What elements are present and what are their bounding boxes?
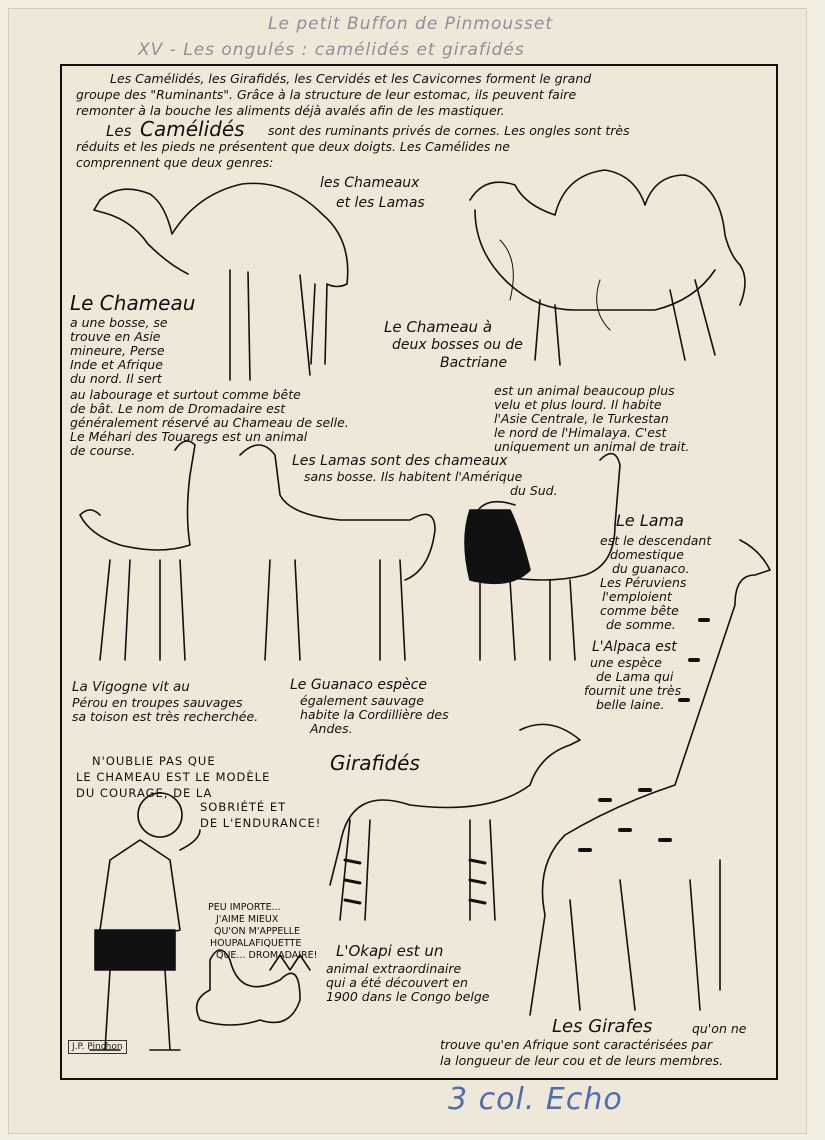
lamas-line-2: sans bosse. Ils habitent l'Amérique xyxy=(304,469,523,484)
pencil-header-line2: XV - Les ongulés : camélidés et girafidés xyxy=(138,40,525,60)
lama-line-4: Les Péruviens xyxy=(600,575,687,590)
girafes-line-1: qu'on ne xyxy=(692,1021,747,1036)
chameau-tail-2: de bât. Le nom de Dromadaire est xyxy=(70,401,286,416)
chameau-line-2: trouve en Asie xyxy=(70,329,161,344)
bactriane-tail-1: est un animal beaucoup plus xyxy=(494,383,675,398)
bubble-line-1: PEU IMPORTE... xyxy=(208,902,281,913)
chameau-tail-5: de course. xyxy=(70,443,136,458)
lama-line-5: l'emploient xyxy=(602,589,672,604)
chameau-line-5: du nord. Il sert xyxy=(70,371,162,386)
guanaco-line-4: Andes. xyxy=(310,721,353,736)
intro-line-3: remonter à la bouche les aliments déjà avalés afin de les mastiquer. xyxy=(76,103,505,118)
chameau-heading: Le Chameau xyxy=(70,291,196,315)
okapi-line-4: 1900 dans le Congo belge xyxy=(326,989,490,1004)
chameau-tail-4: Le Méhari des Touaregs est un animal xyxy=(70,429,308,444)
girafes-line-3: la longueur de leur cou et de leurs membres. xyxy=(440,1053,724,1068)
lama-line-1: est le descendant xyxy=(600,533,712,548)
genres-line-2: et les Lamas xyxy=(336,195,425,211)
chameau-tail-3: généralement réservé au Chameau de selle. xyxy=(70,415,349,430)
bactriane-tail-4: le nord de l'Himalaya. C'est xyxy=(494,425,667,440)
bubble-line-4: HOUPALAFIQUETTE xyxy=(210,938,302,949)
camelides-line-2: réduits et les pieds ne présentent que deux doigts. Les Camélides ne xyxy=(76,139,510,154)
camelides-line-3: comprennent que deux genres: xyxy=(76,155,274,170)
camelides-lead: Les xyxy=(106,122,132,140)
intro-line-1: Les Camélidés, les Girafidés, les Cervidés et les Cavicornes forment le grand xyxy=(110,71,592,86)
okapi-line-3: qui a été découvert en xyxy=(326,975,468,990)
genres-line-1: les Chameaux xyxy=(320,175,420,191)
blue-annotation: 3 col. Echo xyxy=(448,1082,623,1117)
intro-line-2: groupe des "Ruminants". Grâce à la structure de leur estomac, ils peuvent faire xyxy=(76,87,577,102)
boy-drawing xyxy=(90,793,200,1050)
bactriane-heading: Le Chameau à xyxy=(384,318,493,336)
okapi-line-2: animal extraordinaire xyxy=(326,961,462,976)
alpaca-line-1: L'Alpaca est xyxy=(592,639,677,655)
cat-drawing xyxy=(197,950,310,1025)
moral-line-5: DE L'ENDURANCE! xyxy=(200,816,322,830)
vicuna-drawing xyxy=(80,441,195,660)
vigogne-line-3: sa toison est très recherchée. xyxy=(72,709,259,724)
alpaca-line-3: de Lama qui xyxy=(596,669,674,684)
chameau-line-1: a une bosse, se xyxy=(70,315,168,330)
vigogne-line-1: La Vigogne vit au xyxy=(72,679,190,695)
bactriane-tail-2: velu et plus lourd. Il habite xyxy=(494,397,662,412)
guanaco-line-2: également sauvage xyxy=(300,693,424,708)
bactrian-camel-drawing xyxy=(470,170,745,365)
guanaco-line-3: habite la Cordillière des xyxy=(300,707,449,722)
alpaca-line-2: une espèce xyxy=(590,655,662,670)
moral-line-3: DU COURAGE, DE LA xyxy=(76,786,213,800)
moral-line-2: LE CHAMEAU EST LE MODÈLE xyxy=(76,770,271,784)
bubble-line-3: QU'ON M'APPELLE xyxy=(214,926,301,937)
chameau-line-3: mineure, Perse xyxy=(70,343,165,358)
lamas-line-3: du Sud. xyxy=(510,483,558,498)
bactriane-line-3: Bactriane xyxy=(440,355,508,371)
bubble-line-2: J'AIME MIEUX xyxy=(216,914,279,925)
lama-line-3: du guanaco. xyxy=(612,561,690,576)
camelides-heading: Camélidés xyxy=(140,117,245,141)
moral-line-4: SOBRIÉTÉ ET xyxy=(200,800,287,814)
lamas-line-1: Les Lamas sont des chameaux xyxy=(292,453,508,469)
pencil-header-line1: Le petit Buffon de Pinmousset xyxy=(268,14,554,34)
artist-signature: J.P. Pinchon xyxy=(68,1040,127,1054)
bactriane-line-2: deux bosses ou de xyxy=(392,337,523,353)
lama-heading: Le Lama xyxy=(616,511,684,530)
chameau-line-4: Inde et Afrique xyxy=(70,357,163,372)
lama-line-6: comme bête xyxy=(600,603,679,618)
moral-line-1: N'OUBLIE PAS QUE xyxy=(92,754,216,768)
lama-line-2: domestique xyxy=(610,547,684,562)
alpaca-line-5: belle laine. xyxy=(596,697,665,712)
bactriane-tail-5: uniquement un animal de trait. xyxy=(494,439,690,454)
camelides-line-1: sont des ruminants privés de cornes. Les ongles sont très xyxy=(268,123,630,138)
girafes-line-2: trouve qu'en Afrique sont caractérisées par xyxy=(440,1037,713,1052)
alpaca-line-4: fournit une très xyxy=(584,683,682,698)
okapi-line-1: L'Okapi est un xyxy=(336,942,444,960)
bubble-line-5: QUE... DROMADAIRE! xyxy=(216,950,318,961)
bactriane-tail-3: l'Asie Centrale, le Turkestan xyxy=(494,411,669,426)
vigogne-line-2: Pérou en troupes sauvages xyxy=(72,695,243,710)
guanaco-line-1: Le Guanaco espèce xyxy=(290,677,428,693)
girafides-heading: Girafidés xyxy=(330,751,420,775)
girafes-heading: Les Girafes xyxy=(552,1016,653,1037)
chameau-tail-1: au labourage et surtout comme bête xyxy=(70,387,301,402)
lama-line-7: de somme. xyxy=(606,617,676,632)
